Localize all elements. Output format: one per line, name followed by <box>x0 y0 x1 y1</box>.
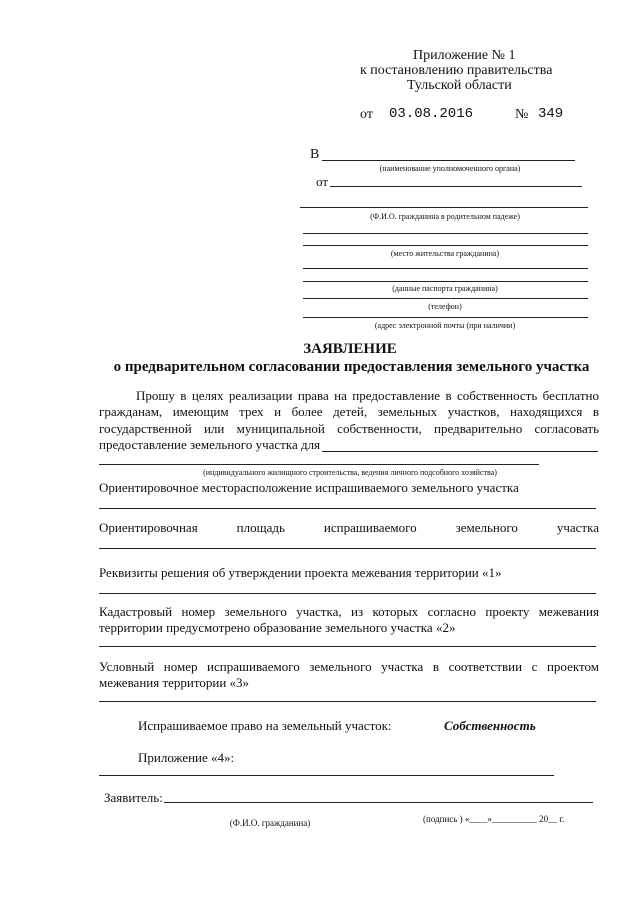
area-label: Ориентировочная площадь испрашиваемого земельного участка <box>99 520 599 535</box>
to-prefix: В <box>310 147 320 162</box>
cadastral-line2: территории предусмотрено образование земельного участка «2» <box>99 620 456 635</box>
caption-applicant-fio: (Ф.И.О. гражданина) <box>229 818 311 828</box>
location-label: Ориентировочное месторасположение испрашиваемого земельного участка <box>99 480 519 495</box>
attachment-line <box>99 775 554 776</box>
appendix-region: Тульской области <box>407 78 512 93</box>
number-prefix: № <box>515 107 529 122</box>
passport-line-2 <box>303 281 588 282</box>
caption-email: (адрес электронной почты (при наличии) <box>374 321 516 330</box>
signature-date: (подпись ) «____»__________ 20__ г. <box>423 814 565 824</box>
right-label: Испрашиваемое право на земельный участок: <box>138 718 392 733</box>
requisites-line <box>99 593 596 594</box>
appendix-title: Приложение № 1 <box>413 48 516 63</box>
cadastral-line1: Кадастровый номер земельного участка, из которых согласно проекту межевания <box>99 604 599 619</box>
body-p1-line1: Прошу в целях реализации права на предоставление в собственность бесплатно <box>136 388 599 403</box>
from-line <box>330 186 582 187</box>
fio-line <box>300 207 588 208</box>
cadastral-line <box>99 646 596 647</box>
document-title: ЗАЯВЛЕНИЕ <box>303 341 397 357</box>
residence-line-2 <box>303 245 588 246</box>
decree-date: 03.08.2016 <box>389 106 474 122</box>
requisites-label: Реквизиты решения об утверждении проекта межевания территории «1» <box>99 565 502 580</box>
purpose-line-2 <box>99 464 539 465</box>
email-line <box>303 317 588 318</box>
document-subtitle: о предварительном согласовании предоставления земельного участка <box>113 359 590 375</box>
conditional-line <box>99 701 596 702</box>
residence-line-1 <box>303 233 588 234</box>
area-line <box>99 548 596 549</box>
conditional-line2: межевания территории «3» <box>99 675 250 690</box>
phone-line <box>303 298 588 299</box>
from-prefix: от <box>316 174 329 189</box>
passport-line-1 <box>303 268 588 269</box>
organ-line <box>322 160 575 161</box>
appendix-decree: к постановлению правительства <box>360 63 553 78</box>
caption-residence: (место жительства гражданина) <box>390 249 500 258</box>
caption-fio: (Ф.И.О. гражданина в родительном падеже) <box>370 212 520 221</box>
conditional-line1: Условный номер испрашиваемого земельного участка в соответствии с проектом <box>99 659 599 674</box>
caption-phone: (телефон) <box>428 302 462 311</box>
purpose-line-1 <box>322 451 598 452</box>
caption-purpose: (индивидуального жилищного строительства, ведения личного подсобного хозяйства) <box>203 468 497 477</box>
body-p1-line4: предоставление земельного участка для <box>99 437 321 452</box>
right-value: Собственность <box>444 718 536 733</box>
date-prefix: от <box>360 107 373 122</box>
attachment-label: Приложение «4»: <box>138 750 235 765</box>
applicant-label: Заявитель: <box>104 790 163 805</box>
applicant-line <box>164 802 593 803</box>
body-p1-line3: государственной или муниципальной собственности, предварительно согласовать <box>99 421 599 436</box>
caption-passport: (данные паспорта гражданина) <box>392 284 498 293</box>
body-p1-line2: гражданам, имеющим трех и более детей, земельных участков, находящихся в <box>99 404 599 419</box>
decree-number: 349 <box>538 106 564 122</box>
location-line <box>99 508 596 509</box>
caption-organ: (наименование уполномоченного органа) <box>379 164 521 173</box>
